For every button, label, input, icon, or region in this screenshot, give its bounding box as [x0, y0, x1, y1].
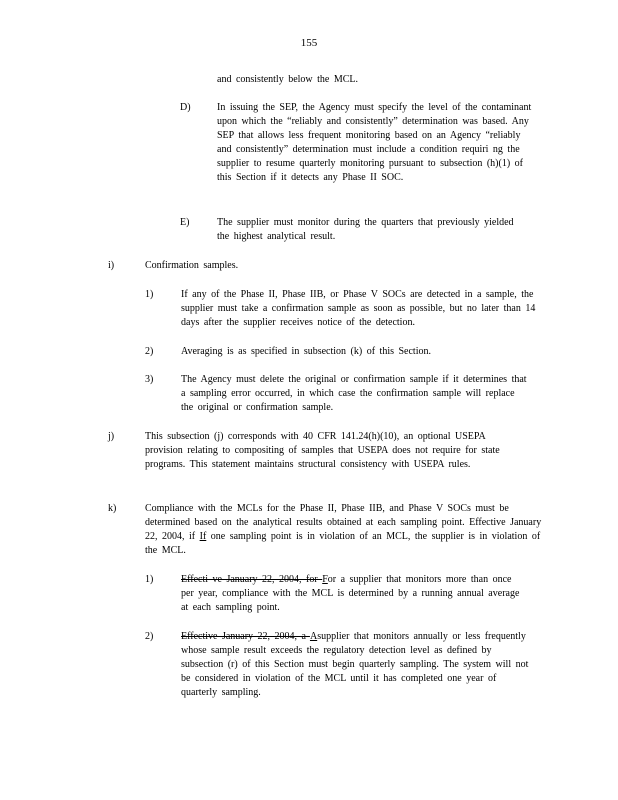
h-e-text: The supplier must monitor during the quarters that previously yielded the highest analytical result. [217, 217, 514, 242]
k-1-rest-text: or a supplier that monitors more than once per year, compliance with the MCL is determined by a running annual average at each sampling point. [181, 574, 520, 613]
section-k-text [145, 502, 545, 558]
k-2-deleted-text: Effective January 22, 2004, a [181, 631, 310, 642]
k-1-inserted-text: F [322, 574, 328, 585]
h-e-label: E) [180, 217, 190, 228]
page-number: 155 [300, 37, 318, 49]
k-2-inserted-text: A [309, 631, 318, 642]
k-2-label: 2) [145, 631, 154, 642]
i-3-text: The Agency must delete the original or confirmation sample if it determines that a sampling error occurred, in which case the confirmation sample will replace the original or confirmation sample. [181, 374, 527, 413]
section-j-label: j) [108, 431, 115, 442]
k-deleted-word: If [199, 531, 207, 542]
k-2-text [181, 630, 536, 700]
i-2-text: Averaging is as specified in subsection (k) of this Section. [181, 346, 431, 357]
i-3-label: 3) [145, 374, 154, 385]
k-1-deleted-text: Effecti ve January 22, 2004, for [181, 574, 323, 585]
k-2-rest-text: supplier that monitors annually or less frequently whose sample result exceeds the regulatory detection level as defined by subsection (r) of this Section must begin quarterly sampling. The system will not be considered in violation of the MCL until it has completed one year of quarterly sampling. [181, 631, 529, 698]
section-i-title: Confirmation samples. [145, 260, 239, 271]
section-j-text: This subsection (j) corresponds with 40 CFR 141.24(h)(10), an optional USEPA provision relating to compositing of samples that USEPA does not require for state programs. This statement maintains structural consistency with USEPA rules. [145, 431, 500, 470]
k-1-text [181, 573, 526, 615]
k-1-label: 1) [145, 574, 154, 585]
h-tail-text: and consistently below the MCL. [217, 74, 359, 85]
i-2-label: 2) [145, 346, 154, 357]
section-i-label: i) [108, 260, 115, 271]
section-k-label: k) [108, 503, 117, 514]
h-d-text: In issuing the SEP, the Agency must specify the level of the contaminant upon which the “reliably and consistently” determination was based. Any SEP that allows less frequent monitoring based on an Agency “reliably and consistently” determination must include a condition requiri ng the supplier to resume quarterly monitoring pursuant to subsection (h)(1) of this Section if it detects any Phase II SOC. [217, 102, 532, 183]
k-text-part-a: Compliance with the MCLs for the Phase II, Phase IIB, and Phase V SOCs must be determined based on the analytical results obtained at each sampling point. Effective January 22, 2004, if [145, 503, 542, 542]
i-1-label: 1) [145, 289, 154, 300]
k-text-part-b: one sampling point is in violation of an MCL, the supplier is in violation of the MCL. [145, 531, 541, 556]
i-1-text: If any of the Phase II, Phase IIB, or Phase V SOCs are detected in a sample, the supplier must take a confirmation sample as soon as possible, but no later than 14 days after the supplier receives notice of the detection. [181, 289, 536, 328]
h-d-label: D) [180, 102, 191, 113]
